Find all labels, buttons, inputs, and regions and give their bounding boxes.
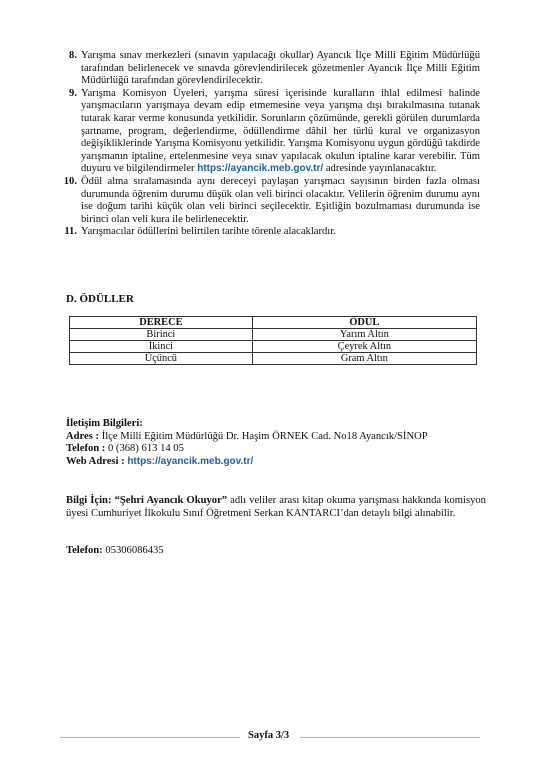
- rule-number: 9.: [69, 87, 77, 99]
- page-number: Sayfa 3/3: [248, 730, 290, 741]
- rule-number: 11.: [64, 226, 77, 238]
- rule-text-container: [81, 88, 480, 176]
- rank-cell: Birinci: [70, 329, 253, 341]
- info-label: Bilgi İçin:: [66, 495, 115, 506]
- header-rank: DERECE: [70, 317, 253, 329]
- table-row: [70, 329, 477, 341]
- rule-text: Yarışma sınav merkezleri (sınavın yapılacağı okullar) Ayancık İlçe Milli Eğitim Müdürlüğü tarafından belirlenecek ve sınavda görevlendirilecek gözetmenler Ayancık İlçe Milli Eğitim Müdürlüğü tarafından görevlendirilecektir.: [81, 50, 480, 87]
- rank-cell: Üçüncü: [70, 353, 253, 365]
- contact-phone-line: [66, 545, 164, 558]
- address-label: Adres :: [66, 430, 102, 442]
- phone-line: [66, 443, 486, 456]
- awards-table: [69, 316, 477, 365]
- table-header-row: [70, 317, 477, 329]
- table-row: [70, 353, 477, 365]
- rank-cell: İkinci: [70, 341, 253, 353]
- contact-title: İletişim Bilgileri:: [66, 418, 143, 429]
- award-cell: Çeyrek Altın: [252, 341, 476, 353]
- footer-divider-right: [300, 737, 480, 738]
- phone-label: Telefon :: [66, 443, 108, 454]
- info-paragraph: [66, 494, 486, 520]
- award-cell: Gram Altın: [252, 353, 476, 365]
- rule-text-after: adresinde yayınlanacaktır.: [323, 163, 437, 175]
- rule-item: [60, 88, 480, 176]
- web-label: Web Adresi :: [66, 455, 128, 467]
- section-title-awards: D. ÖDÜLLER: [66, 293, 134, 305]
- rule-number: 10.: [63, 175, 77, 187]
- contact-phone-label: Telefon:: [66, 545, 106, 556]
- header-award: ÖDÜL: [252, 317, 476, 329]
- phone-value: 0 (368) 613 14 05: [107, 443, 184, 454]
- address-value: İlçe Milli Eğitim Müdürlüğü Dr. Haşim ÖRNEK Cad. No18 Ayancık/SİNOP: [101, 430, 428, 442]
- rule-text: Ödül alma sıralamasında aynı dereceyi paylaşan yarışmacı sayısının birden fazla olması durumunda öğrenim durumu düşük olan veli birinci olacaktır. Velilerin öğrenim durumu aynı ise doğum tarihi küçük olan veli birinci seçilecektir. Eşitliğin bozulmaması durumunda ise birinci olan veli kura ile belirlenecektir.: [81, 175, 480, 225]
- award-cell: Yarım Altın: [252, 329, 476, 341]
- contest-name: “Şehri Ayancık Okuyor”: [114, 495, 228, 506]
- rules-list: [60, 50, 480, 239]
- contact-phone-value: 05306086435: [105, 545, 164, 556]
- web-link[interactable]: https://ayancik.meb.gov.tr/: [127, 455, 254, 467]
- rule-item: [60, 176, 480, 226]
- rule-text: Yarışma Komisyon Üyeleri, yarışma süresi içerisinde kuralların ihlal edilmesi halinde yarışmacıların yarışmaya devam edip etmemesine veya yarışma dışı bırakılmasına tutanak tutarak karar verme konusunda yetkilidir. Sorunların çözümünde, gerekli görülen durumlarda şartname, program, değerlendirme, ödüllendirme dâhil her türlü kural ve organizasyon değişikliklerinde Yarışma Komisyonu yetkilidir. Yarışma Komisyonu uygun gördüğü takdirde yarışmanın iptaline, ertelenmesine veya sınav yapılacak okulun iptaline karar verebilir. Tüm duyuru ve bilgilendirmeler: [81, 87, 480, 175]
- website-link[interactable]: https://ayancik.meb.gov.tr/: [197, 163, 324, 175]
- info-text: adlı veliler arası kitap okuma yarışması hakkında komisyon üyesi Cumhuriyet İlkokulu Sınıf Öğretmeni Serkan KANTARCI’dan detaylı bilgi alınabilir.: [66, 495, 486, 519]
- rule-text: Yarışmacılar ödüllerini belirtilen tarihte törenle alacaklardır.: [81, 226, 336, 238]
- rule-number: 8.: [69, 50, 77, 61]
- footer-divider-left: [60, 737, 240, 738]
- contact-block: [66, 418, 486, 468]
- web-line: [66, 456, 486, 469]
- address-line: [66, 431, 486, 444]
- rule-item: [60, 50, 480, 88]
- table-row: [70, 341, 477, 353]
- rule-item: [60, 226, 480, 239]
